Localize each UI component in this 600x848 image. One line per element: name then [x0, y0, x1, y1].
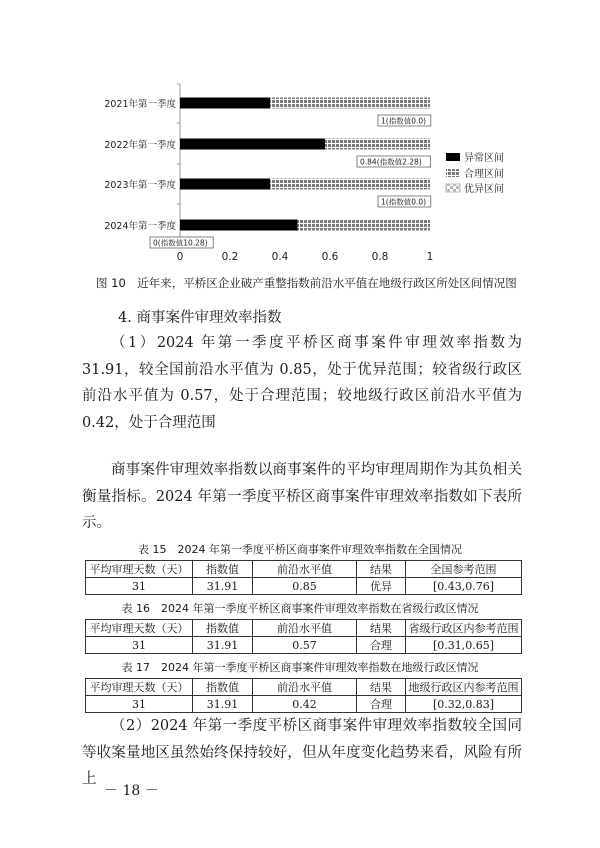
annotation-label: 0.84(指数值2.28)	[360, 157, 422, 167]
table-header-row	[86, 679, 522, 696]
figure-caption: 图 10 近年来，平桥区企业破产重整指数前沿水平值在地级行政区所处区间情况图	[96, 276, 517, 290]
table-header-cell: 省级行政区内参考范围	[406, 620, 522, 637]
legend-label: 异常区间	[464, 153, 504, 164]
legend-swatch	[446, 169, 460, 177]
legend-swatch	[446, 153, 460, 161]
table-15	[85, 560, 522, 595]
table-header-cell: 前沿水平值	[253, 561, 357, 578]
table-cell: 优异	[357, 578, 406, 595]
table-cell: [0.32,0.83]	[406, 696, 522, 713]
bar-segment	[325, 139, 430, 150]
table-header-cell: 指数值	[193, 561, 253, 578]
table-cell: 31	[86, 637, 193, 654]
table-header-row	[86, 561, 522, 578]
table-header-cell: 结果	[357, 679, 406, 696]
table-cell: [0.31,0.65]	[406, 637, 522, 654]
table-header-cell: 结果	[357, 561, 406, 578]
table-row	[86, 578, 522, 595]
x-tick-label: 0.4	[271, 251, 289, 263]
table-header-cell: 地级行政区内参考范围	[406, 679, 522, 696]
legend-label: 优异区间	[464, 184, 504, 195]
bar-segment	[180, 220, 298, 231]
table-header-cell: 全国参考范围	[406, 561, 522, 578]
table-17	[85, 678, 522, 713]
table-header-cell: 前沿水平值	[253, 620, 357, 637]
paragraph-3: （2）2024 年第一季度平桥区商事案件审理效率指数较全国同等收案量地区虽然始终保持较好，但从年度变化趋势来看，风险有所上	[82, 718, 522, 787]
table-header-cell: 平均审理天数（天）	[86, 620, 193, 637]
table-15-caption: 表 15 2024 年第一季度平桥区商事案件审理效率指数在全国情况	[138, 543, 462, 556]
table-header-cell: 指数值	[193, 620, 253, 637]
annotation-label: 1(指数值0.0)	[381, 197, 427, 207]
paragraph-2: 商事案件审理效率指数以商事案件的平均审理周期作为其负相关衡量指标。2024 年第一季度平桥区商事案件审理效率指数如下表所示。	[82, 462, 522, 531]
section-heading: 4. 商事案件审理效率指数	[118, 310, 282, 326]
table-header-cell: 平均审理天数（天）	[86, 561, 193, 578]
table-16-caption: 表 16 2024 年第一季度平桥区商事案件审理效率指数在省级行政区情况	[121, 602, 479, 615]
bar-segment	[180, 179, 270, 190]
stacked-bar-chart	[0, 0, 600, 272]
bar-segment	[270, 179, 430, 190]
table-cell: 0.42	[253, 696, 357, 713]
legend-label: 合理区间	[464, 169, 504, 180]
table-header-row	[86, 620, 522, 637]
table-cell: 31.91	[193, 696, 253, 713]
table-17-caption: 表 17 2024 年第一季度平桥区商事案件审理效率指数在地级行政区情况	[121, 661, 479, 674]
table-header-cell: 平均审理天数（天）	[86, 679, 193, 696]
table-header-cell: 结果	[357, 620, 406, 637]
table-row	[86, 637, 522, 654]
x-tick-label: 1	[426, 251, 434, 263]
table-cell: 合理	[357, 637, 406, 654]
table-cell: 31	[86, 578, 193, 595]
annotation-label: 0(指数值10.28)	[153, 238, 208, 248]
bar-segment	[180, 98, 270, 109]
table-row	[86, 696, 522, 713]
table-16	[85, 619, 522, 654]
table-cell: 31	[86, 696, 193, 713]
table-cell: 0.57	[253, 637, 357, 654]
legend-swatch	[446, 184, 460, 192]
paragraph-1: （1）2024 年第一季度平桥区商事案件审理效率指数为 31.91，较全国前沿水平值为 0.85，处于优异范围；较省级行政区前沿水平值为 0.57，处于合理范围；较地级行政区前沿水平值为 0.42，处于合理范围	[82, 335, 522, 431]
x-tick-label: 0.2	[221, 251, 239, 263]
x-tick-label: 0.6	[321, 251, 339, 263]
table-cell: 0.85	[253, 578, 357, 595]
bar-segment	[180, 139, 325, 150]
category-label: 2024年第一季度	[104, 221, 176, 232]
table-cell: 31.91	[193, 637, 253, 654]
page-number: － 18 －	[104, 783, 159, 799]
x-tick-label: 0	[176, 251, 184, 263]
table-cell: 合理	[357, 696, 406, 713]
table-cell: [0.43,0.76]	[406, 578, 522, 595]
table-header-cell: 前沿水平值	[253, 679, 357, 696]
category-label: 2023年第一季度	[104, 180, 176, 191]
table-cell: 31.91	[193, 578, 253, 595]
bar-segment	[270, 98, 430, 109]
chart-legend	[446, 151, 504, 195]
category-label: 2022年第一季度	[104, 140, 176, 151]
category-label: 2021年第一季度	[104, 99, 176, 110]
annotation-label: 1(指数值0.0)	[381, 116, 427, 126]
table-header-cell: 指数值	[193, 679, 253, 696]
bar-segment	[298, 220, 431, 231]
x-tick-label: 0.8	[371, 251, 389, 263]
